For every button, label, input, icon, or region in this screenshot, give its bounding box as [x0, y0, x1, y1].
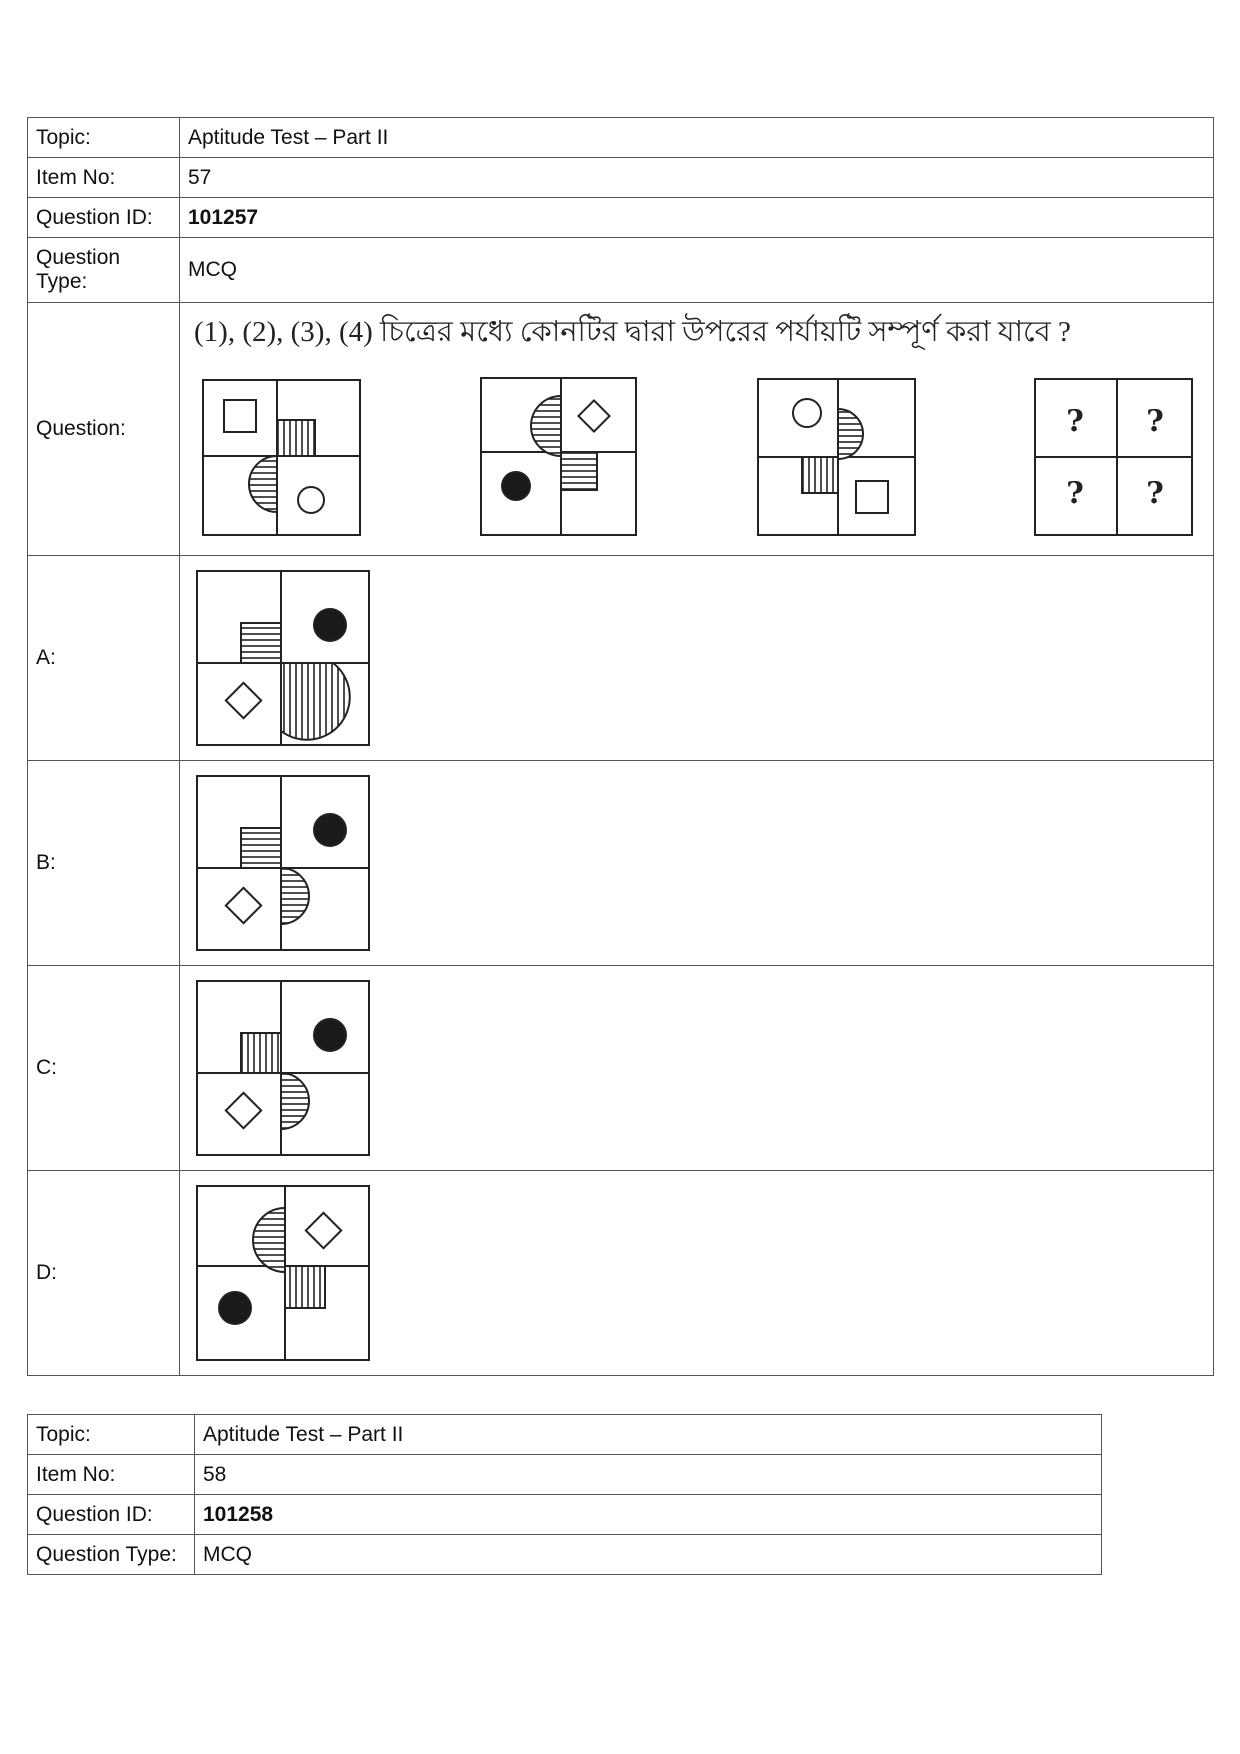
option-d-label: D: [28, 1171, 180, 1376]
item-no-value: 58 [195, 1455, 1102, 1495]
question-type-label [28, 238, 180, 303]
item-no-label: Item No: [28, 1455, 195, 1495]
item-57-table [27, 117, 1214, 1376]
topic-value: Aptitude Test – Part II [195, 1415, 1102, 1455]
question-figure-4 [1035, 379, 1192, 535]
option-a-figure[interactable] [196, 570, 376, 750]
diamond-shape [578, 400, 609, 431]
option-d-cell[interactable] [180, 1171, 1214, 1376]
topic-label: Topic: [28, 118, 180, 158]
question-type-value: MCQ [180, 238, 1214, 303]
question-cell [180, 303, 1214, 556]
question-id-value: 101258 [195, 1495, 1102, 1535]
horizontal-stripe-block [561, 452, 597, 490]
question-figure-1 [203, 380, 360, 535]
horizontal-stripe-half-circle [249, 456, 277, 512]
option-b-cell[interactable] [180, 761, 1214, 966]
vertical-stripe-block [241, 1033, 281, 1073]
item-58-table [27, 1414, 1102, 1575]
horizontal-stripe-block [241, 623, 281, 663]
unknown-mark: ? [1146, 476, 1164, 511]
question-type-label-line2: Type: [36, 270, 88, 293]
diamond-shape [306, 1213, 341, 1248]
option-c-cell[interactable] [180, 966, 1214, 1171]
question-figure-series [180, 375, 1210, 545]
option-d-figure[interactable] [196, 1185, 376, 1365]
option-b-figure[interactable] [196, 775, 376, 955]
horizontal-stripe-half-circle [838, 409, 863, 459]
horizontal-stripe-half-circle [253, 1208, 285, 1272]
question-text: (1), (2), (3), (4) চিত্রের মধ্যে কোনটির দ্বারা উপরের পর্যায়টি সম্পূর্ণ করা যাবে ? [194, 316, 1071, 348]
question-type-value: MCQ [195, 1535, 1102, 1575]
filled-circle-shape [314, 814, 346, 846]
horizontal-stripe-half-circle [281, 1073, 309, 1129]
diamond-shape [226, 888, 261, 923]
option-a-cell[interactable] [180, 556, 1214, 761]
vertical-stripe-block [277, 420, 315, 456]
horizontal-stripe-half-circle [531, 396, 561, 456]
circle-shape [793, 399, 821, 427]
option-a-label: A: [28, 556, 180, 761]
square-shape [224, 400, 256, 432]
option-c-figure[interactable] [196, 980, 376, 1160]
question-id-label: Question ID: [28, 1495, 195, 1535]
unknown-mark: ? [1146, 404, 1164, 439]
vertical-stripe-block [802, 457, 838, 493]
question-id-value: 101257 [180, 198, 1214, 238]
filled-circle-shape [502, 472, 530, 500]
question-label: Question: [28, 303, 180, 556]
question-figure-3 [758, 379, 915, 535]
unknown-mark: ? [1066, 476, 1084, 511]
filled-circle-shape [219, 1292, 251, 1324]
question-type-label-line1: Question [36, 246, 121, 269]
circle-shape [298, 487, 324, 513]
question-type-label: Question Type: [28, 1535, 195, 1575]
item-no-label: Item No: [28, 158, 180, 198]
topic-value: Aptitude Test – Part II [180, 118, 1214, 158]
item-no-value: 57 [180, 158, 1214, 198]
vertical-stripe-half-circle [281, 663, 350, 740]
horizontal-stripe-half-circle [281, 868, 309, 924]
vertical-stripe-block [285, 1266, 325, 1308]
question-id-label: Question ID: [28, 198, 180, 238]
option-c-label: C: [28, 966, 180, 1171]
option-b-label: B: [28, 761, 180, 966]
topic-label: Topic: [28, 1415, 195, 1455]
question-figure-2 [481, 378, 636, 535]
unknown-mark: ? [1066, 404, 1084, 439]
diamond-shape [226, 683, 261, 718]
filled-circle-shape [314, 609, 346, 641]
diamond-shape [226, 1093, 261, 1128]
filled-circle-shape [314, 1019, 346, 1051]
square-shape [856, 481, 888, 513]
horizontal-stripe-block [241, 828, 281, 868]
